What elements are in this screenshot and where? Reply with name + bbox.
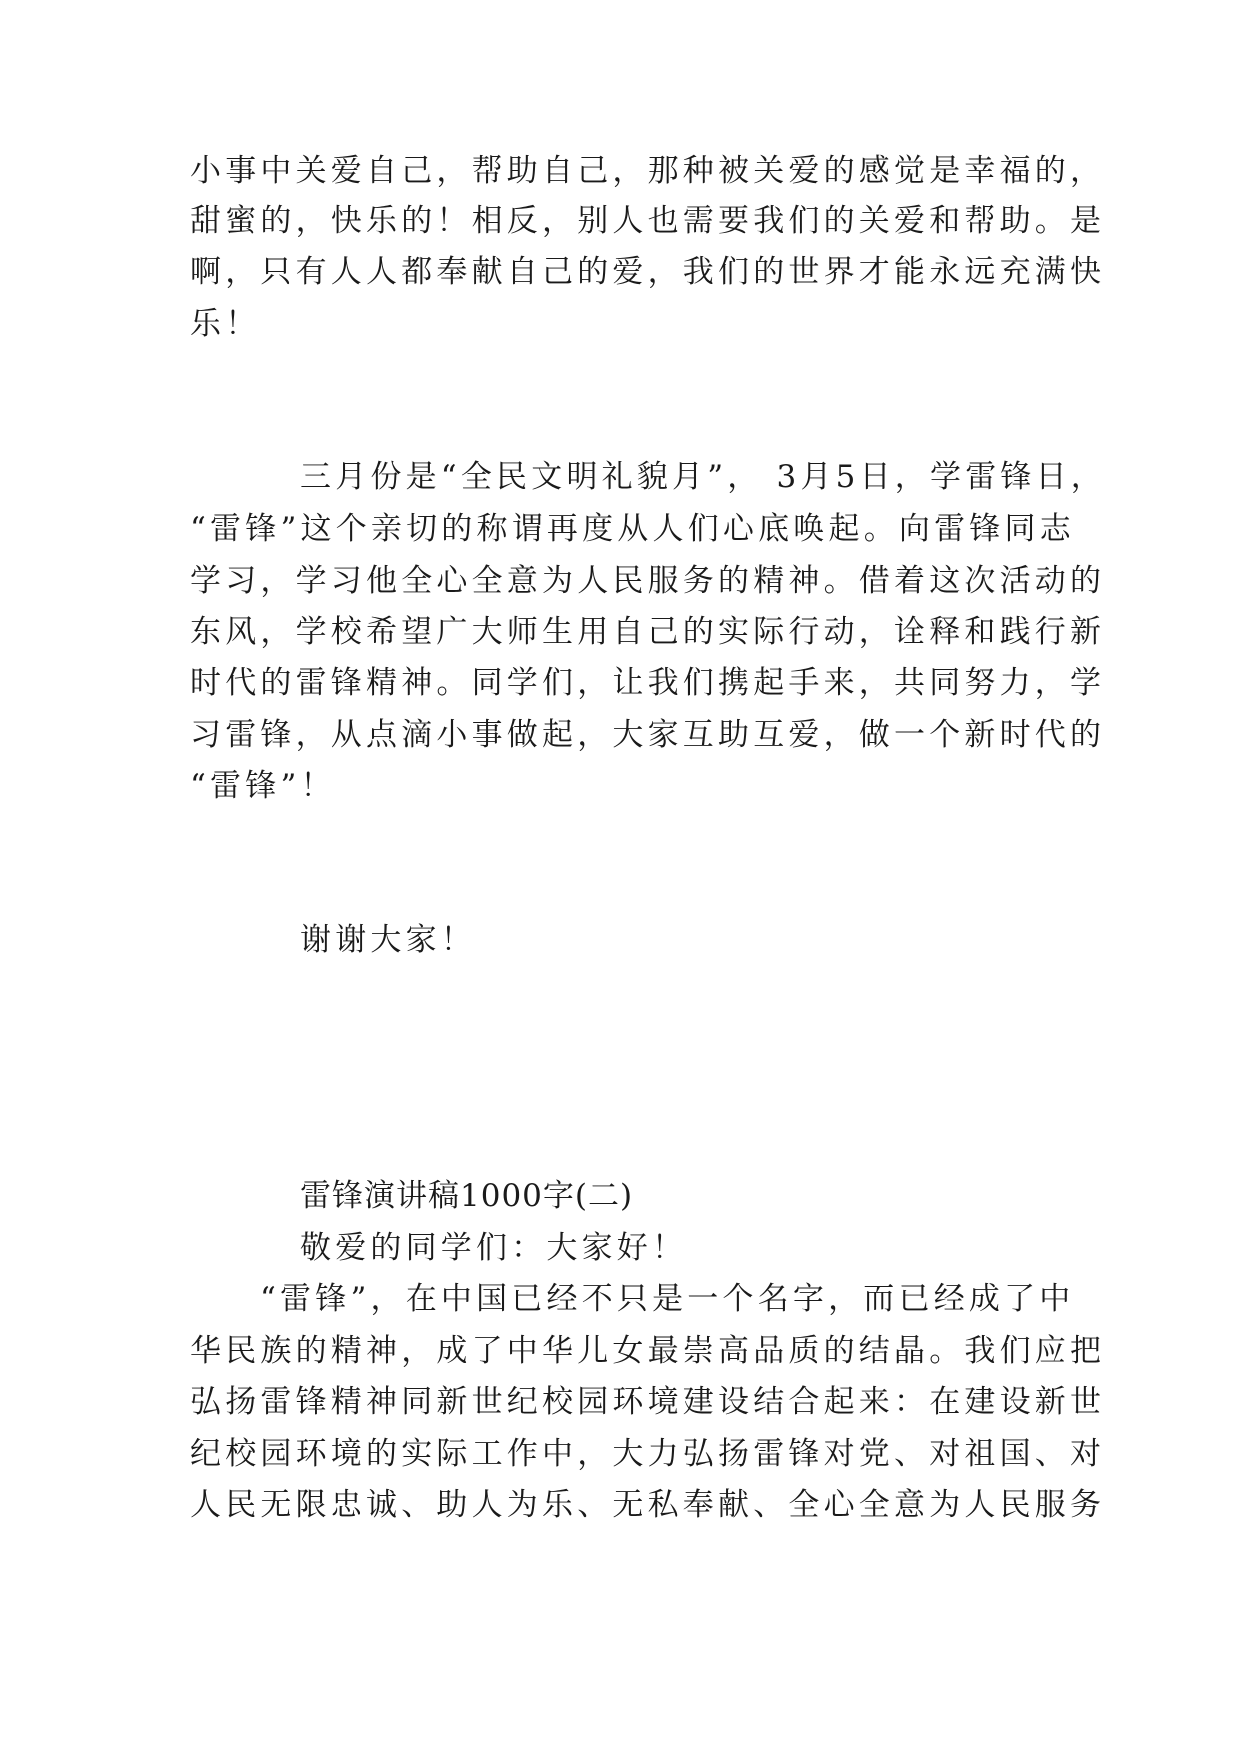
- paragraph-1-line-2: 甜蜜的，快乐的！相反，别人也需要我们的关爱和帮助。是: [190, 203, 1106, 239]
- paragraph-3-line-2: 华民族的精神，成了中华儿女最崇高品质的结晶。我们应把: [190, 1333, 1106, 1369]
- paragraph-3-line-4: 纪校园环境的实际工作中，大力弘扬雷锋对党、对祖国、对: [190, 1436, 1106, 1472]
- paragraph-3-line-1: “雷锋”，在中国已经不只是一个名字，而已经成了中: [260, 1281, 1075, 1317]
- paragraph-2-line-5: 时代的雷锋精神。同学们，让我们携起手来，共同努力，学: [190, 665, 1106, 701]
- paragraph-1-line-4: 乐！: [190, 306, 261, 342]
- paragraph-2-line-3: 学习，学习他全心全意为人民服务的精神。借着这次活动的: [190, 563, 1106, 599]
- paragraph-2-line-4: 东风，学校希望广大师生用自己的实际行动，诠释和践行新: [190, 614, 1106, 650]
- section-title: 雷锋演讲稿1000字(二): [300, 1178, 634, 1214]
- paragraph-2-line-6: 习雷锋，从点滴小事做起，大家互助互爱，做一个新时代的: [190, 717, 1106, 753]
- paragraph-2-line-7: “雷锋”！: [190, 768, 336, 804]
- paragraph-1-line-3: 啊，只有人人都奉献自己的爱，我们的世界才能永远充满快: [190, 254, 1106, 290]
- paragraph-2-line-1: 三月份是“全民文明礼貌月”， 3月5日，学雷锋日，: [300, 459, 1106, 495]
- paragraph-2-line-2: “雷锋”这个亲切的称谓再度从人们心底唤起。向雷锋同志: [190, 511, 1075, 547]
- thanks-line: 谢谢大家！: [300, 922, 476, 958]
- paragraph-3-line-5: 人民无限忠诚、助人为乐、无私奉献、全心全意为人民服务: [190, 1487, 1106, 1523]
- paragraph-1-line-1: 小事中关爱自己，帮助自己，那种被关爱的感觉是幸福的，: [190, 153, 1106, 189]
- paragraph-3-line-3: 弘扬雷锋精神同新世纪校园环境建设结合起来：在建设新世: [190, 1384, 1106, 1420]
- greeting-line: 敬爱的同学们：大家好！: [300, 1230, 688, 1266]
